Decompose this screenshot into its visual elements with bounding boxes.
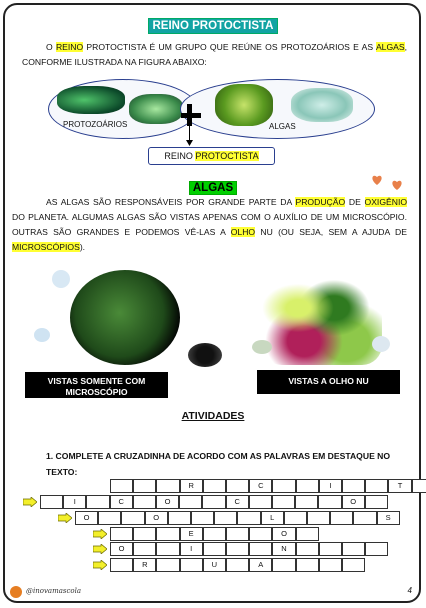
reino-protoctista-box: REINO PROTOCTISTA bbox=[148, 147, 275, 165]
activities-title: ATIVIDADES bbox=[181, 410, 245, 422]
crossword-cell[interactable]: L bbox=[261, 511, 284, 525]
arrow-right-icon bbox=[23, 497, 37, 507]
crossword-cell[interactable] bbox=[156, 558, 179, 572]
page-number: 4 bbox=[407, 586, 412, 595]
crossword-cell[interactable] bbox=[319, 558, 342, 572]
crossword-cell[interactable] bbox=[133, 527, 156, 541]
crossword-cell[interactable] bbox=[318, 495, 341, 509]
crossword-cell[interactable] bbox=[226, 558, 249, 572]
crossword-cell[interactable]: C bbox=[110, 495, 133, 509]
arrow-head-icon bbox=[186, 140, 193, 146]
crossword-cell[interactable] bbox=[249, 495, 272, 509]
dark-cell-image bbox=[188, 343, 222, 367]
crossword-cell[interactable]: U bbox=[203, 558, 226, 572]
crossword-cell[interactable] bbox=[412, 479, 426, 493]
crossword-cell[interactable] bbox=[296, 558, 319, 572]
crossword-cell[interactable] bbox=[353, 511, 376, 525]
protozoa-image-2 bbox=[129, 94, 183, 124]
brand-handle: @inovamascola bbox=[26, 587, 82, 595]
crossword-cell[interactable] bbox=[249, 542, 272, 556]
crossword-cell[interactable] bbox=[86, 495, 109, 509]
crossword-cell[interactable] bbox=[249, 527, 272, 541]
microscopic-algae-image bbox=[70, 270, 180, 365]
crossword-cell[interactable]: C bbox=[226, 495, 249, 509]
crossword-cell[interactable] bbox=[342, 542, 365, 556]
crossword-cell[interactable]: R bbox=[180, 479, 203, 493]
crossword-cell[interactable] bbox=[203, 542, 226, 556]
crossword-cell[interactable] bbox=[307, 511, 330, 525]
crossword-cell[interactable] bbox=[272, 558, 295, 572]
crossword-cell[interactable] bbox=[319, 542, 342, 556]
crossword-cell[interactable] bbox=[133, 542, 156, 556]
arrow-right-icon bbox=[58, 513, 72, 523]
crossword-cell[interactable] bbox=[133, 479, 156, 493]
small-cell-image bbox=[34, 328, 50, 342]
crossword-cell[interactable] bbox=[168, 511, 191, 525]
crossword-cell[interactable] bbox=[191, 511, 214, 525]
crossword-cell[interactable]: I bbox=[319, 479, 342, 493]
connector-stem bbox=[187, 104, 192, 126]
crossword-cell[interactable] bbox=[202, 495, 225, 509]
crossword-cell[interactable]: I bbox=[180, 542, 203, 556]
crossword-cell[interactable] bbox=[365, 495, 388, 509]
algae-image-1 bbox=[215, 84, 273, 126]
crossword-cell[interactable]: O bbox=[156, 495, 179, 509]
crossword-cell[interactable]: O bbox=[75, 511, 98, 525]
crossword-cell[interactable]: E bbox=[180, 527, 203, 541]
protozoa-ellipse bbox=[48, 79, 198, 139]
small-cell-image bbox=[372, 336, 390, 352]
crossword-cell[interactable] bbox=[156, 527, 179, 541]
crossword-cell[interactable]: C bbox=[249, 479, 272, 493]
crossword-cell[interactable] bbox=[133, 495, 156, 509]
arrow-right-icon bbox=[93, 529, 107, 539]
crossword-cell[interactable] bbox=[272, 495, 295, 509]
crossword-cell[interactable]: T bbox=[388, 479, 411, 493]
crossword-cell[interactable]: O bbox=[272, 527, 295, 541]
crossword-cell[interactable] bbox=[342, 479, 365, 493]
crossword-cell[interactable] bbox=[121, 511, 144, 525]
crossword-cell[interactable]: N bbox=[272, 542, 295, 556]
caption-microscope: VISTAS SOMENTE COM MICROSCÓPIO bbox=[25, 372, 168, 398]
brand-icon bbox=[10, 586, 22, 598]
crossword-cell[interactable] bbox=[272, 479, 295, 493]
crossword-cell[interactable] bbox=[295, 495, 318, 509]
crossword-cell[interactable] bbox=[203, 479, 226, 493]
small-cell-image bbox=[252, 340, 272, 354]
algae-ellipse bbox=[180, 79, 375, 139]
crossword-cell[interactable]: I bbox=[63, 495, 86, 509]
crossword-cell[interactable] bbox=[110, 479, 133, 493]
question-1: 1. COMPLETE A CRUZADINHA DE ACORDO COM AS PALAVRAS EM DESTAQUE NO TEXTO: bbox=[46, 451, 391, 477]
crossword-cell[interactable] bbox=[40, 495, 63, 509]
seaweed-image bbox=[262, 270, 382, 365]
algas-heading: ALGAS bbox=[0, 178, 426, 196]
crossword-cell[interactable] bbox=[156, 542, 179, 556]
protozoa-image-1 bbox=[57, 86, 125, 114]
crossword-cell[interactable] bbox=[284, 511, 307, 525]
crossword-cell[interactable]: S bbox=[377, 511, 400, 525]
crossword-cell[interactable] bbox=[214, 511, 237, 525]
algae-label: ALGAS bbox=[269, 122, 296, 131]
small-cell-image bbox=[52, 270, 70, 288]
crossword-cell[interactable]: A bbox=[249, 558, 272, 572]
crossword-cell[interactable] bbox=[342, 558, 365, 572]
crossword-cell[interactable] bbox=[226, 542, 249, 556]
crossword-cell[interactable] bbox=[365, 542, 388, 556]
crossword-cell[interactable] bbox=[203, 527, 226, 541]
crossword-cell[interactable] bbox=[226, 527, 249, 541]
crossword-cell[interactable] bbox=[179, 495, 202, 509]
arrow-right-icon bbox=[93, 560, 107, 570]
caption-naked-eye: VISTAS A OLHO NU bbox=[257, 370, 400, 394]
crossword-cell[interactable] bbox=[296, 479, 319, 493]
crossword-cell[interactable] bbox=[237, 511, 260, 525]
crossword-cell[interactable] bbox=[110, 527, 133, 541]
arrow-right-icon bbox=[93, 544, 107, 554]
crossword-cell[interactable]: O bbox=[110, 542, 133, 556]
crossword-cell[interactable] bbox=[330, 511, 353, 525]
crossword-cell[interactable] bbox=[296, 542, 319, 556]
crossword-cell[interactable]: O bbox=[145, 511, 168, 525]
intro-paragraph: O REINO PROTOCTISTA É UM GRUPO QUE REÚNE OS PROTOZOÁRIOS E AS ALGAS, CONFORME ILUSTRADA NA FIGURA ABAIXO: bbox=[22, 42, 407, 67]
crossword-cell[interactable] bbox=[226, 479, 249, 493]
crossword-cell[interactable] bbox=[110, 558, 133, 572]
crossword-cell[interactable]: R bbox=[133, 558, 156, 572]
crossword-cell[interactable] bbox=[365, 479, 388, 493]
algae-image-2 bbox=[291, 88, 353, 122]
crossword-cell[interactable] bbox=[180, 558, 203, 572]
page-title: REINO PROTOCTISTA bbox=[0, 16, 426, 34]
crossword-cell[interactable]: O bbox=[342, 495, 365, 509]
crossword-cell[interactable] bbox=[296, 527, 319, 541]
crossword-cell[interactable] bbox=[98, 511, 121, 525]
protozoa-label: PROTOZOÁRIOS bbox=[63, 120, 128, 129]
crossword-cell[interactable] bbox=[156, 479, 179, 493]
algas-paragraph: AS ALGAS SÃO RESPONSÁVEIS POR GRANDE PARTE DA PRODUÇÃO DE OXIGÊNIO DO PLANETA. ALGUMAS ALGAS SÃO VISTAS APENAS COM O AUXÍLIO DE UM MICROSCÓPIO. OUTRAS SÃO GRANDES E PODEMOS VÊ-LAS A OLHO NU (OU SEJA, SEM A AJUDA DE MICROSCÓPIOS). bbox=[12, 197, 408, 252]
